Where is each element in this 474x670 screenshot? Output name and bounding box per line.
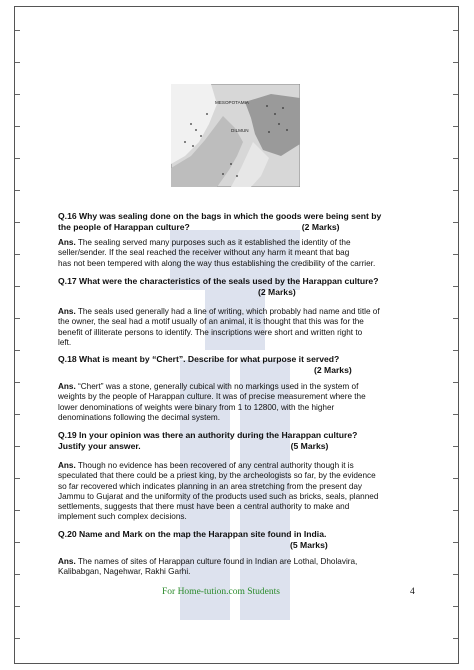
- harappan-trade-map: [171, 84, 300, 187]
- answer-16: Ans. The sealing served many purposes such as it established the identity of the seller/sender. If the seal reached the receiver without any harm it meant that bag has not been tempered with along the way thus establishing the credibility of the carrier.: [58, 238, 376, 268]
- map-label-mesopotamia: MESOPOTAMIA: [215, 100, 249, 105]
- border-tick: [453, 638, 458, 639]
- question-16: [58, 211, 428, 232]
- question-19: Q.19 In your opinion was there an authority during the Harappan culture? Justify your answer. (5 Marks): [58, 430, 428, 451]
- question-text: Q.19 In your opinion was there an authority during the Harappan culture?: [58, 430, 358, 440]
- border-tick: [15, 222, 20, 223]
- border-tick: [453, 446, 458, 447]
- border-tick: [453, 222, 458, 223]
- border-tick: [453, 382, 458, 383]
- border-tick: [15, 286, 20, 287]
- border-tick: [453, 606, 458, 607]
- answer-18: Ans. “Chert” was a stone, generally cubical with no markings used in the system of weights by the people of Harappan culture. It was of precise measurement where the lower denominations of weights were binary from 1 to 12800, with the higher denominations following the decimal system.: [58, 382, 366, 422]
- map-label-dilmun: DILMUN: [231, 128, 249, 133]
- border-tick: [15, 158, 20, 159]
- border-tick: [453, 126, 458, 127]
- border-tick: [453, 350, 458, 351]
- border-tick: [453, 158, 458, 159]
- question-text-cont: the people of Harappan culture? (2 Marks): [58, 221, 340, 232]
- border-tick: [453, 574, 458, 575]
- border-tick: [15, 94, 20, 95]
- answer-label: Ans.: [58, 307, 76, 316]
- page-number: 4: [410, 587, 415, 597]
- border-tick: [15, 574, 20, 575]
- border-tick: [453, 318, 458, 319]
- answer-label: Ans.: [58, 382, 76, 391]
- question-17: [58, 276, 428, 297]
- answer-17: Ans. The seals used generally had a line of writing, which probably had name and title of the owner, the seal had a motif usually of an animal, it is thought that this was for the benefit of illiterate persons to identify. The inscriptions were short and written right to left.: [58, 307, 380, 347]
- border-tick: [453, 478, 458, 479]
- border-tick: [15, 126, 20, 127]
- border-tick: [453, 190, 458, 191]
- question-20: [58, 529, 428, 550]
- marks-label: (5 Marks): [290, 539, 328, 550]
- marks-label: (5 Marks): [290, 440, 329, 451]
- border-tick: [453, 286, 458, 287]
- border-tick: [453, 30, 458, 31]
- border-tick: [15, 542, 20, 543]
- border-tick: [453, 254, 458, 255]
- border-tick: [453, 510, 458, 511]
- marks-label: (2 Marks): [258, 286, 296, 297]
- answer-20: Ans. The names of sites of Harappan culture found in Indian are Lothal, Dholavira, Kalibabgan, Nagehwar, Rakhi Garhi.: [58, 557, 358, 577]
- border-tick: [15, 382, 20, 383]
- border-tick: [15, 190, 20, 191]
- question-text: Q.16 Why was sealing done on the bags in which the goods were being sent by: [58, 211, 382, 221]
- border-tick: [15, 446, 20, 447]
- answer-label: Ans.: [58, 557, 76, 566]
- border-tick: [15, 606, 20, 607]
- marks-label: (2 Marks): [314, 364, 352, 375]
- border-tick: [15, 350, 20, 351]
- border-tick: [15, 638, 20, 639]
- answer-label: Ans.: [58, 238, 76, 247]
- border-tick: [15, 510, 20, 511]
- bottom-border: [14, 663, 459, 664]
- footer-text: For Home-tution.com Students: [162, 587, 280, 597]
- border-tick: [15, 318, 20, 319]
- left-border: [14, 6, 15, 664]
- question-text: Q.17 What were the characteristics of the seals used by the Harappan culture?: [58, 276, 379, 286]
- answer-19: Ans. Though no evidence has been recovered of any central authority though it is speculated that there could be a priest king, by the archeologists so far, by the evidence so far recovered which indicates planning in an area stretching from the present day Jammu to Gujarat and the uniformity of the products used such as bricks, seals, planned settlements, suggests that there must have been a central authority to make and implement such complex decisions.: [58, 461, 379, 522]
- border-tick: [453, 94, 458, 95]
- top-border: [14, 6, 459, 7]
- border-tick: [15, 414, 20, 415]
- question-18: [58, 354, 428, 375]
- border-tick: [453, 542, 458, 543]
- answer-label: Ans.: [58, 461, 76, 470]
- question-text: Q.20 Name and Mark on the map the Harappan site found in India.: [58, 529, 327, 539]
- question-text: Q.18 What is meant by “Chert”. Describe for what purpose it served?: [58, 354, 340, 364]
- border-tick: [15, 254, 20, 255]
- border-tick: [453, 414, 458, 415]
- border-tick: [15, 62, 20, 63]
- border-tick: [15, 478, 20, 479]
- border-tick: [15, 30, 20, 31]
- marks-label: (2 Marks): [301, 221, 340, 232]
- border-tick: [453, 62, 458, 63]
- right-border: [458, 6, 459, 664]
